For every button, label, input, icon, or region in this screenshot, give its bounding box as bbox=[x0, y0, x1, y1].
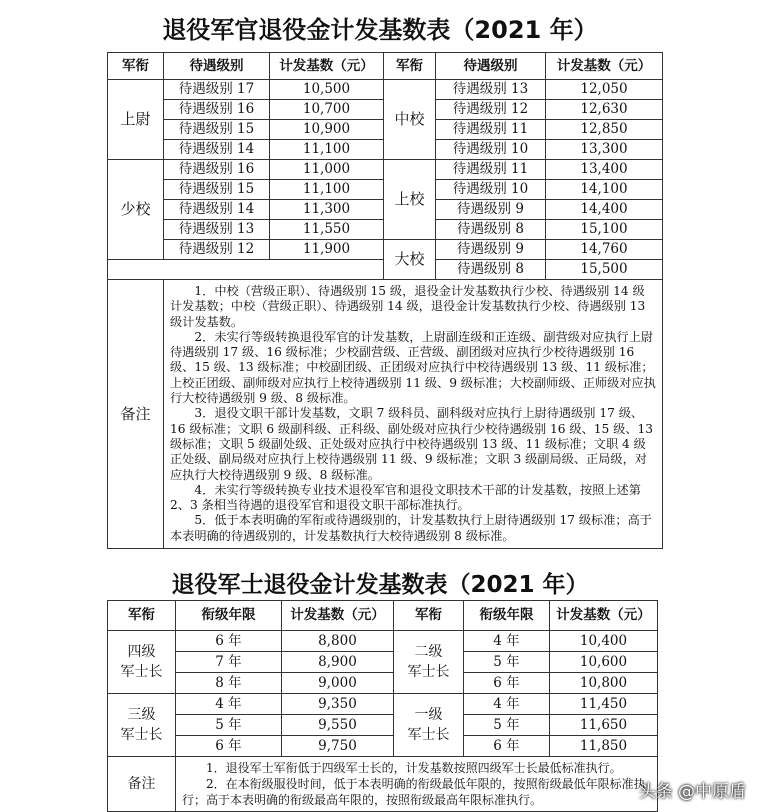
level-cell: 待遇级别 9 bbox=[436, 200, 546, 220]
base-cell: 11,450 bbox=[550, 694, 658, 715]
base-cell: 11,300 bbox=[270, 200, 384, 220]
note-item: 5．低于本表明确的军衔或待遇级别的，计发基数执行上尉待遇级别 17 级标准；高于本表明确的待遇级别的，计发基数执行大校待遇级别 8 级标准。 bbox=[170, 513, 652, 543]
rank-line: 一级 bbox=[414, 707, 443, 723]
header-base: 计发基数（元） bbox=[550, 601, 658, 631]
level-cell: 待遇级别 10 bbox=[436, 140, 546, 160]
table-row bbox=[108, 715, 658, 736]
level-cell: 待遇级别 12 bbox=[164, 240, 270, 260]
years-cell: 5 年 bbox=[176, 715, 282, 736]
years-cell: 6 年 bbox=[464, 673, 550, 694]
rank-line: 三级 bbox=[127, 707, 156, 723]
base-cell: 11,000 bbox=[270, 160, 384, 180]
years-cell: 5 年 bbox=[464, 715, 550, 736]
rank-line: 军士长 bbox=[407, 664, 450, 680]
soldier-header-row bbox=[108, 601, 658, 631]
rank-line: 二级 bbox=[414, 644, 443, 660]
years-cell: 4 年 bbox=[464, 631, 550, 652]
base-cell: 15,500 bbox=[546, 260, 663, 280]
rank-line: 军士长 bbox=[407, 727, 450, 743]
years-cell: 6 年 bbox=[464, 736, 550, 757]
header-level: 待遇级别 bbox=[436, 53, 546, 80]
level-cell: 待遇级别 8 bbox=[436, 220, 546, 240]
table-row bbox=[108, 694, 658, 715]
header-level: 待遇级别 bbox=[164, 53, 270, 80]
base-cell: 8,800 bbox=[282, 631, 394, 652]
base-cell: 11,650 bbox=[550, 715, 658, 736]
base-cell: 9,750 bbox=[282, 736, 394, 757]
level-cell: 待遇级别 11 bbox=[436, 120, 546, 140]
soldier-pension-table bbox=[107, 600, 658, 812]
note-item: 2．在本衔级服役时间，低于本表明确的衔级最低年限的，按照衔级最低年限标准执行；高于本表明确的衔级最高年限的，按照衔级最高年限标准执行。 bbox=[182, 777, 646, 807]
base-cell: 10,700 bbox=[270, 100, 384, 120]
years-cell: 8 年 bbox=[176, 673, 282, 694]
notes-row bbox=[108, 757, 658, 812]
base-cell: 10,800 bbox=[550, 673, 658, 694]
empty-cell bbox=[108, 260, 384, 280]
notes-label: 备注 bbox=[108, 280, 164, 549]
note-item: 1．中校（营级正职）、待遇级别 15 级，退役金计发基数执行少校、待遇级别 14 级计发基数；中校（营级正职）、待遇级别 14 级，退役金计发基数执行少校、待遇级别 13 级计发基数。 bbox=[170, 284, 646, 329]
table-row bbox=[108, 240, 663, 260]
rank-sergeant-major-3 bbox=[108, 694, 176, 757]
table-row bbox=[108, 652, 658, 673]
rank-major: 少校 bbox=[108, 160, 164, 260]
level-cell: 待遇级别 15 bbox=[164, 180, 270, 200]
note-item: 3．退役文职干部计发基数，文职 7 级科员、副科级对应执行上尉待遇级别 17 级、16 级标准；文职 6 级副科级、正科级、副处级对应执行少校待遇级别 16 级、15 级、13 级标准；文职 5 级副处级、正处级对应执行中校待遇级别 13 级、11 级标准；文职 4 级正处级、副局级对应执行上校待遇级别 11 级、9 级标准；文职 3 级副局级、正局级，对应执行大校待遇级别 9 级、8 级标准。 bbox=[170, 406, 654, 482]
base-cell: 12,850 bbox=[546, 120, 663, 140]
level-cell: 待遇级别 8 bbox=[436, 260, 546, 280]
base-cell: 8,900 bbox=[282, 652, 394, 673]
base-cell: 10,900 bbox=[270, 120, 384, 140]
level-cell: 待遇级别 14 bbox=[164, 140, 270, 160]
base-cell: 11,850 bbox=[550, 736, 658, 757]
rank-sergeant-major-4 bbox=[108, 631, 176, 694]
note-item: 2．未实行等级转换退役军官的计发基数，上尉副连级和正连级、副营级对应执行上尉待遇级别 17 级、16 级标准；少校副营级、正营级、副团级对应执行少校待遇级别 16 级、15 级、13 级标准；中校副团级、正团级对应执行中校待遇级别 13 级、11 级标准；上校正团级、副师级对应执行上校待遇级别 11 级、9 级标准；大校副师级、正师级对应执行大校待遇级别 9 级、8 级标准。 bbox=[170, 329, 656, 406]
base-cell: 14,760 bbox=[546, 240, 663, 260]
rank-line: 军士长 bbox=[120, 664, 163, 680]
note-item: 1．退役军士军衔低于四级军士长的，计发基数按照四级军士长最低标准执行。 bbox=[206, 761, 622, 775]
years-cell: 6 年 bbox=[176, 736, 282, 757]
notes-text bbox=[164, 280, 663, 549]
header-rank: 军衔 bbox=[108, 53, 164, 80]
level-cell: 待遇级别 16 bbox=[164, 160, 270, 180]
header-base: 计发基数（元） bbox=[546, 53, 663, 80]
officer-table-title: 退役军官退役金计发基数表（2021 年） bbox=[162, 16, 598, 44]
level-cell: 待遇级别 16 bbox=[164, 100, 270, 120]
level-cell: 待遇级别 11 bbox=[436, 160, 546, 180]
years-cell: 7 年 bbox=[176, 652, 282, 673]
years-cell: 5 年 bbox=[464, 652, 550, 673]
note-item: 4．未实行等级转换专业技术退役军官和退役文职技术干部的计发基数，按照上述第 2、3 条相当待遇的退役军官和退役文职干部标准执行。 bbox=[170, 482, 641, 513]
table-row bbox=[108, 160, 663, 180]
level-cell: 待遇级别 12 bbox=[436, 100, 546, 120]
table-row bbox=[108, 673, 658, 694]
base-cell: 12,630 bbox=[546, 100, 663, 120]
rank-senior-colonel: 大校 bbox=[384, 240, 436, 280]
base-cell: 14,400 bbox=[546, 200, 663, 220]
table-row bbox=[108, 80, 663, 100]
table-row bbox=[108, 631, 658, 652]
years-cell: 4 年 bbox=[464, 694, 550, 715]
base-cell: 10,500 bbox=[270, 80, 384, 100]
header-rank: 军衔 bbox=[394, 601, 464, 631]
level-cell: 待遇级别 15 bbox=[164, 120, 270, 140]
rank-line: 四级 bbox=[127, 644, 156, 660]
officer-pension-table bbox=[107, 52, 663, 549]
rank-captain: 上尉 bbox=[108, 80, 164, 160]
header-base: 计发基数（元） bbox=[270, 53, 384, 80]
base-cell: 9,000 bbox=[282, 673, 394, 694]
header-years: 衔级年限 bbox=[464, 601, 550, 631]
base-cell: 12,050 bbox=[546, 80, 663, 100]
base-cell: 11,100 bbox=[270, 140, 384, 160]
table-row bbox=[108, 736, 658, 757]
base-cell: 9,550 bbox=[282, 715, 394, 736]
header-rank: 军衔 bbox=[108, 601, 176, 631]
base-cell: 14,100 bbox=[546, 180, 663, 200]
level-cell: 待遇级别 13 bbox=[164, 220, 270, 240]
base-cell: 13,400 bbox=[546, 160, 663, 180]
watermark: 头条 @中原盾 bbox=[638, 782, 746, 802]
level-cell: 待遇级别 17 bbox=[164, 80, 270, 100]
level-cell: 待遇级别 14 bbox=[164, 200, 270, 220]
header-years: 衔级年限 bbox=[176, 601, 282, 631]
years-cell: 6 年 bbox=[176, 631, 282, 652]
rank-sergeant-major-2 bbox=[394, 631, 464, 694]
years-cell: 4 年 bbox=[176, 694, 282, 715]
base-cell: 11,900 bbox=[270, 240, 384, 260]
rank-sergeant-major-1 bbox=[394, 694, 464, 757]
notes-label: 备注 bbox=[108, 757, 176, 812]
base-cell: 10,400 bbox=[550, 631, 658, 652]
base-cell: 13,300 bbox=[546, 140, 663, 160]
notes-row bbox=[108, 280, 663, 549]
base-cell: 11,100 bbox=[270, 180, 384, 200]
notes-text bbox=[176, 757, 658, 812]
base-cell: 9,350 bbox=[282, 694, 394, 715]
officer-header-row bbox=[108, 53, 663, 80]
level-cell: 待遇级别 13 bbox=[436, 80, 546, 100]
rank-line: 军士长 bbox=[120, 727, 163, 743]
base-cell: 15,100 bbox=[546, 220, 663, 240]
soldier-table-title: 退役军士退役金计发基数表（2021 年） bbox=[171, 572, 589, 598]
rank-colonel: 上校 bbox=[384, 160, 436, 240]
base-cell: 10,600 bbox=[550, 652, 658, 673]
level-cell: 待遇级别 10 bbox=[436, 180, 546, 200]
header-rank: 军衔 bbox=[384, 53, 436, 80]
base-cell: 11,550 bbox=[270, 220, 384, 240]
rank-lt-colonel: 中校 bbox=[384, 80, 436, 160]
header-base: 计发基数（元） bbox=[282, 601, 394, 631]
level-cell: 待遇级别 9 bbox=[436, 240, 546, 260]
